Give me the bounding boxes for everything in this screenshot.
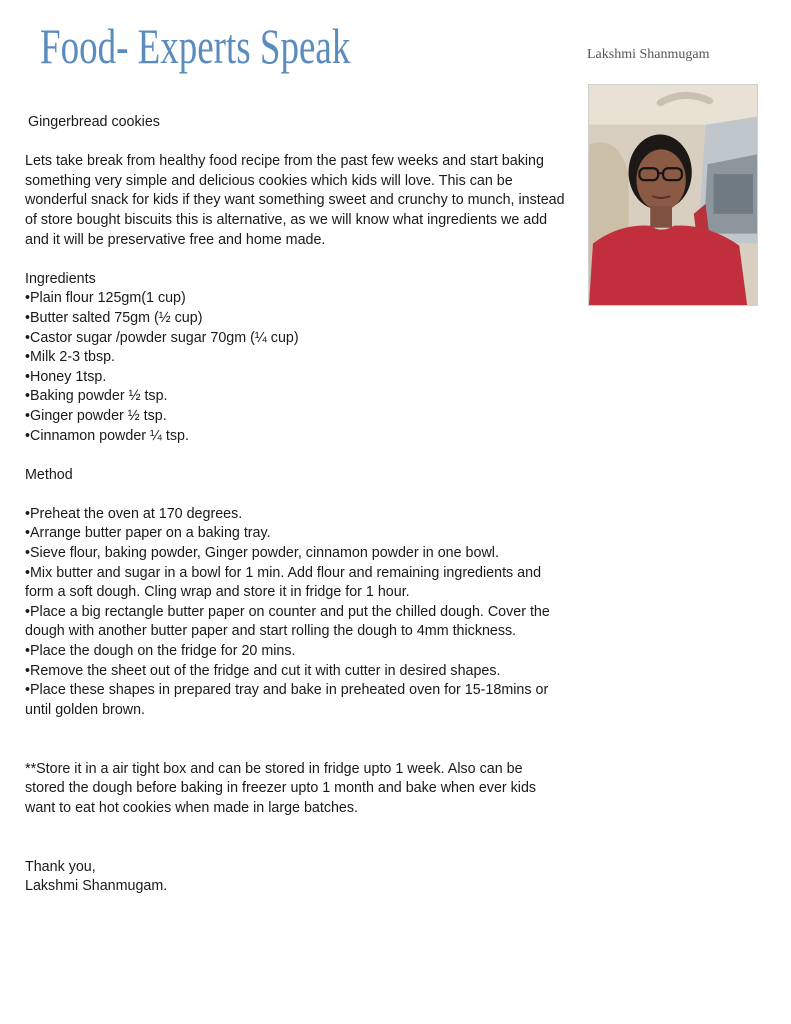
author-portrait-icon (589, 85, 757, 305)
method-heading: Method (25, 466, 73, 483)
storage-note: **Store it in a air tight box and can be stored in fridge upto 1 week. Also can be stored the dough before baking in freezer upto 1 month and bake when ever kids want to eat hot cookies when made in large batches. (25, 760, 537, 816)
list-item: • Honey 1tsp. (25, 368, 565, 388)
signature: Lakshmi Shanmugam. (25, 878, 168, 895)
article-intro: Lets take break from healthy food recipe from the past few weeks and start baking something very simple and delicious cookies which kids will love. This can be wonderful snack for kids if they want something sweet and crunchy to munch, instead of store bought biscuits this is alternative, as we will know what ingredients we add and it will be preservative free and home made. (25, 153, 565, 248)
closing-line: Thank you, (25, 858, 96, 875)
list-item: • Sieve flour, baking powder, Ginger powder, cinnamon powder in one bowl. (25, 544, 565, 564)
list-item: • Ginger powder ½ tsp. (25, 407, 565, 427)
list-item: • Butter salted 75gm (½ cup) (25, 309, 565, 329)
author-name: Lakshmi Shanmugam (587, 47, 710, 62)
list-item: • Place the dough on the fridge for 20 mins. (25, 642, 565, 662)
method-list (25, 505, 565, 721)
ingredients-list (25, 289, 565, 446)
list-item: • Remove the sheet out of the fridge and cut it with cutter in desired shapes. (25, 662, 565, 682)
list-item: • Mix butter and sugar in a bowl for 1 min. Add flour and remaining ingredients and form a soft dough. Cling wrap and store it in fridge for 1 hour. (25, 564, 565, 603)
list-item: • Milk 2-3 tbsp. (25, 348, 565, 368)
author-photo (588, 84, 758, 306)
list-item: • Arrange butter paper on a baking tray. (25, 524, 565, 544)
list-item: • Plain flour 125gm(1 cup) (25, 289, 565, 309)
article-body (25, 113, 565, 897)
list-item: • Baking powder ½ tsp. (25, 387, 565, 407)
list-item: • Place these shapes in prepared tray and bake in preheated oven for 15-18mins or until golden brown. (25, 681, 565, 720)
list-item: • Cinnamon powder ¼ tsp. (25, 427, 565, 447)
article-title: Gingerbread cookies (28, 114, 160, 130)
list-item: • Castor sugar /powder sugar 70gm (¼ cup) (25, 329, 565, 349)
list-item: • Place a big rectangle butter paper on counter and put the chilled dough. Cover the dough with another butter paper and start rolling the dough to 4mm thickness. (25, 603, 565, 642)
list-item: • Preheat the oven at 170 degrees. (25, 505, 565, 525)
page-title: Food- Experts Speak (40, 18, 351, 74)
ingredients-heading: Ingredients (25, 270, 96, 287)
